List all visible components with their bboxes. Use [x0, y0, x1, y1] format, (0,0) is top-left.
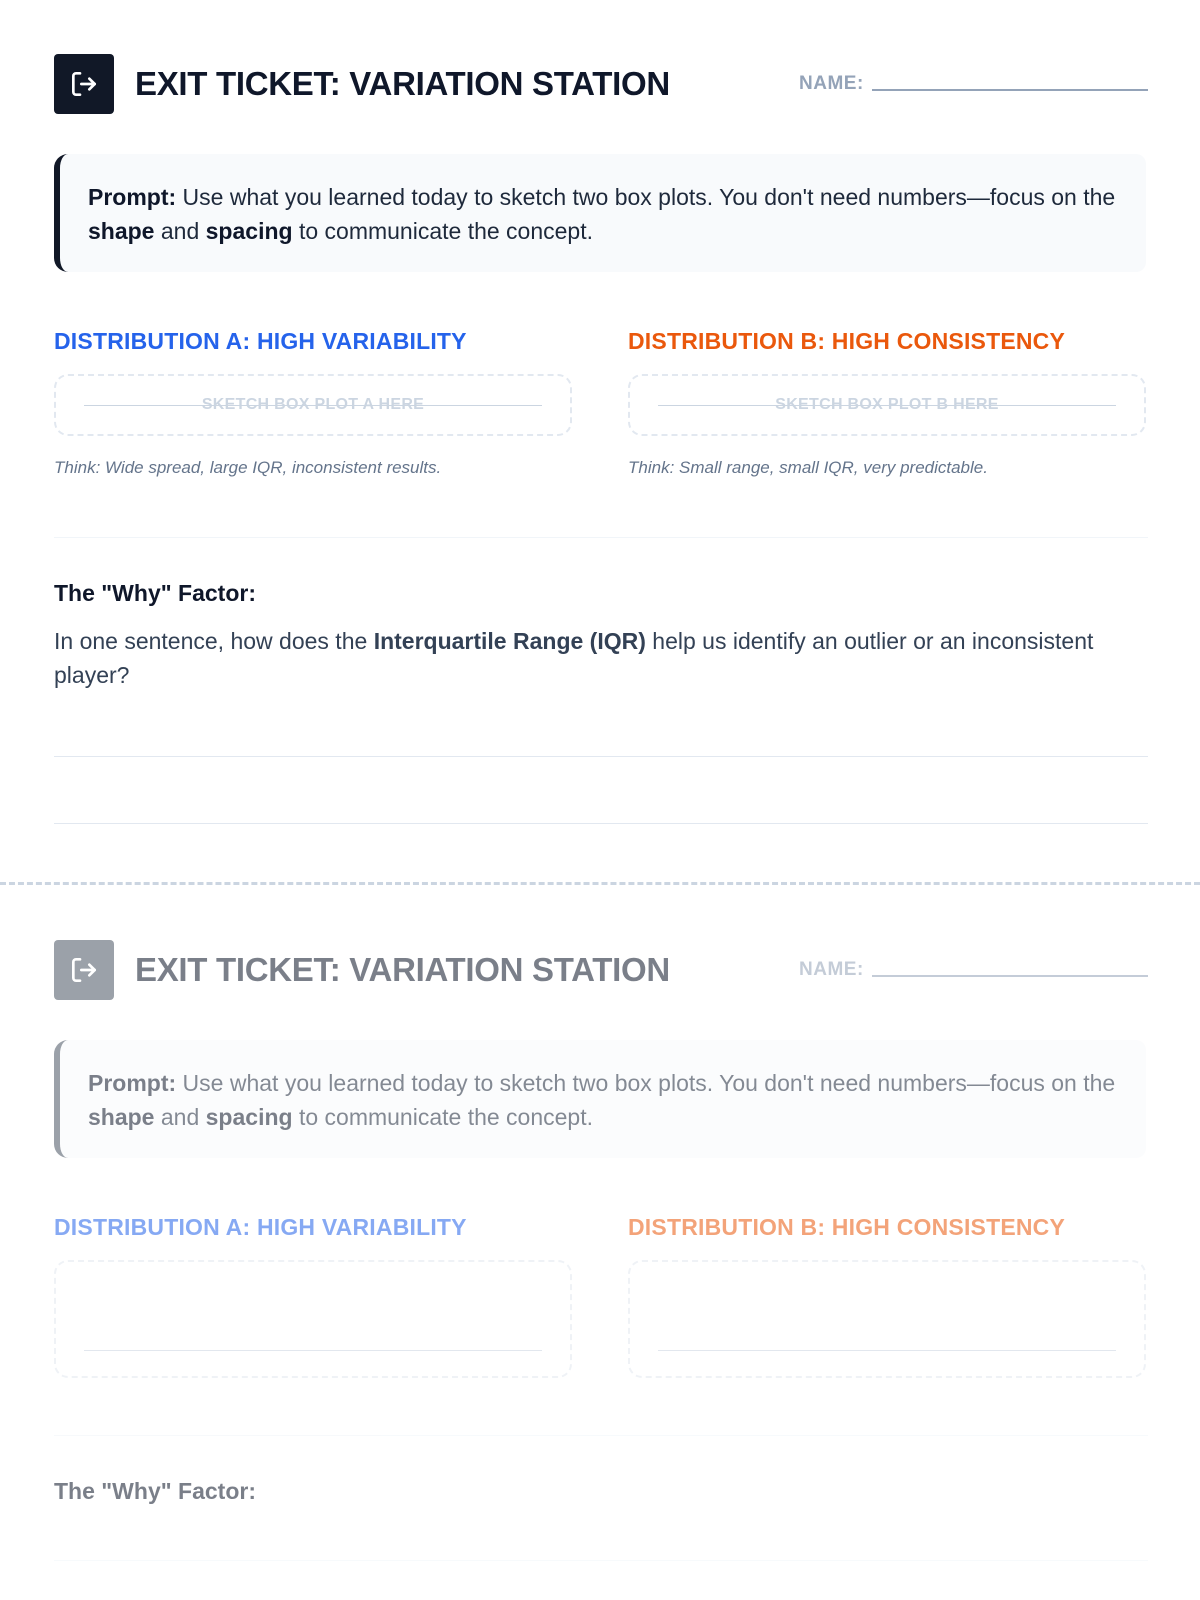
- why-question-text: help us identify an outlier or an inconsistent player?: [54, 628, 1094, 688]
- prompt-label: Prompt:: [88, 184, 177, 210]
- sketch-label-a: SKETCH BOX PLOT A HERE: [201, 396, 425, 413]
- ticket-title: EXIT TICKET: VARIATION STATION: [135, 951, 670, 988]
- prompt-label: Prompt:: [88, 1070, 177, 1096]
- section-divider: [54, 1435, 1148, 1436]
- answer-line-2[interactable]: [54, 823, 1148, 824]
- distribution-b-title: DISTRIBUTION B: HIGH CONSISTENCY: [628, 1214, 1066, 1240]
- name-label: NAME:: [799, 73, 864, 94]
- exit-icon: [54, 54, 114, 114]
- name-field[interactable]: [872, 975, 1148, 977]
- sketch-area-a[interactable]: [54, 374, 572, 436]
- exit-ticket-2: [0, 886, 1200, 1600]
- ticket-title: EXIT TICKET: VARIATION STATION: [135, 65, 670, 102]
- prompt-box: [54, 1040, 1146, 1158]
- why-question-text: In one sentence, how does the: [54, 628, 374, 654]
- prompt-text: Use what you learned today to sketch two box plots. You don't need numbers—focus on the: [176, 1070, 1116, 1096]
- section-divider: [54, 537, 1148, 538]
- name-label: NAME:: [799, 959, 864, 980]
- hint-b: Think: Small range, small IQR, very predictable.: [628, 458, 988, 477]
- prompt-text: and: [154, 218, 206, 244]
- ticket-header: [54, 940, 1148, 1000]
- ticket-header: [54, 54, 1148, 114]
- section-divider: [54, 1560, 1148, 1561]
- prompt-text: to communicate the concept.: [292, 1104, 593, 1130]
- sketch-label-b: SKETCH BOX PLOT B HERE: [775, 396, 999, 413]
- hint-a: Think: Wide spread, large IQR, inconsistent results.: [54, 458, 442, 477]
- sketch-baseline: [84, 1350, 542, 1351]
- distribution-a-title: DISTRIBUTION A: HIGH VARIABILITY: [54, 328, 467, 354]
- why-factor-title: The "Why" Factor:: [54, 1478, 256, 1504]
- sketch-area-a[interactable]: [54, 1260, 572, 1378]
- prompt-box: [54, 154, 1146, 272]
- prompt-text: to communicate the concept.: [292, 218, 593, 244]
- prompt-text: and: [154, 1104, 206, 1130]
- prompt-bold-spacing: spacing: [205, 218, 293, 244]
- prompt-bold-spacing: spacing: [205, 1104, 293, 1130]
- distribution-a-title: DISTRIBUTION A: HIGH VARIABILITY: [54, 1214, 467, 1240]
- why-factor-question: [54, 624, 1094, 692]
- distribution-b-title: DISTRIBUTION B: HIGH CONSISTENCY: [628, 328, 1066, 354]
- name-field[interactable]: [872, 89, 1148, 91]
- answer-line-1[interactable]: [54, 756, 1148, 757]
- cut-line: [0, 882, 1200, 885]
- prompt-bold-shape: shape: [88, 218, 155, 244]
- prompt-text: Use what you learned today to sketch two box plots. You don't need numbers—focus on the: [176, 184, 1116, 210]
- sketch-baseline: [658, 1350, 1116, 1351]
- why-question-bold: Interquartile Range (IQR): [373, 628, 646, 654]
- exit-icon: [54, 940, 114, 1000]
- sketch-area-b[interactable]: [628, 374, 1146, 436]
- prompt-bold-shape: shape: [88, 1104, 155, 1130]
- sketch-area-b[interactable]: [628, 1260, 1146, 1378]
- why-factor-title: The "Why" Factor:: [54, 580, 256, 606]
